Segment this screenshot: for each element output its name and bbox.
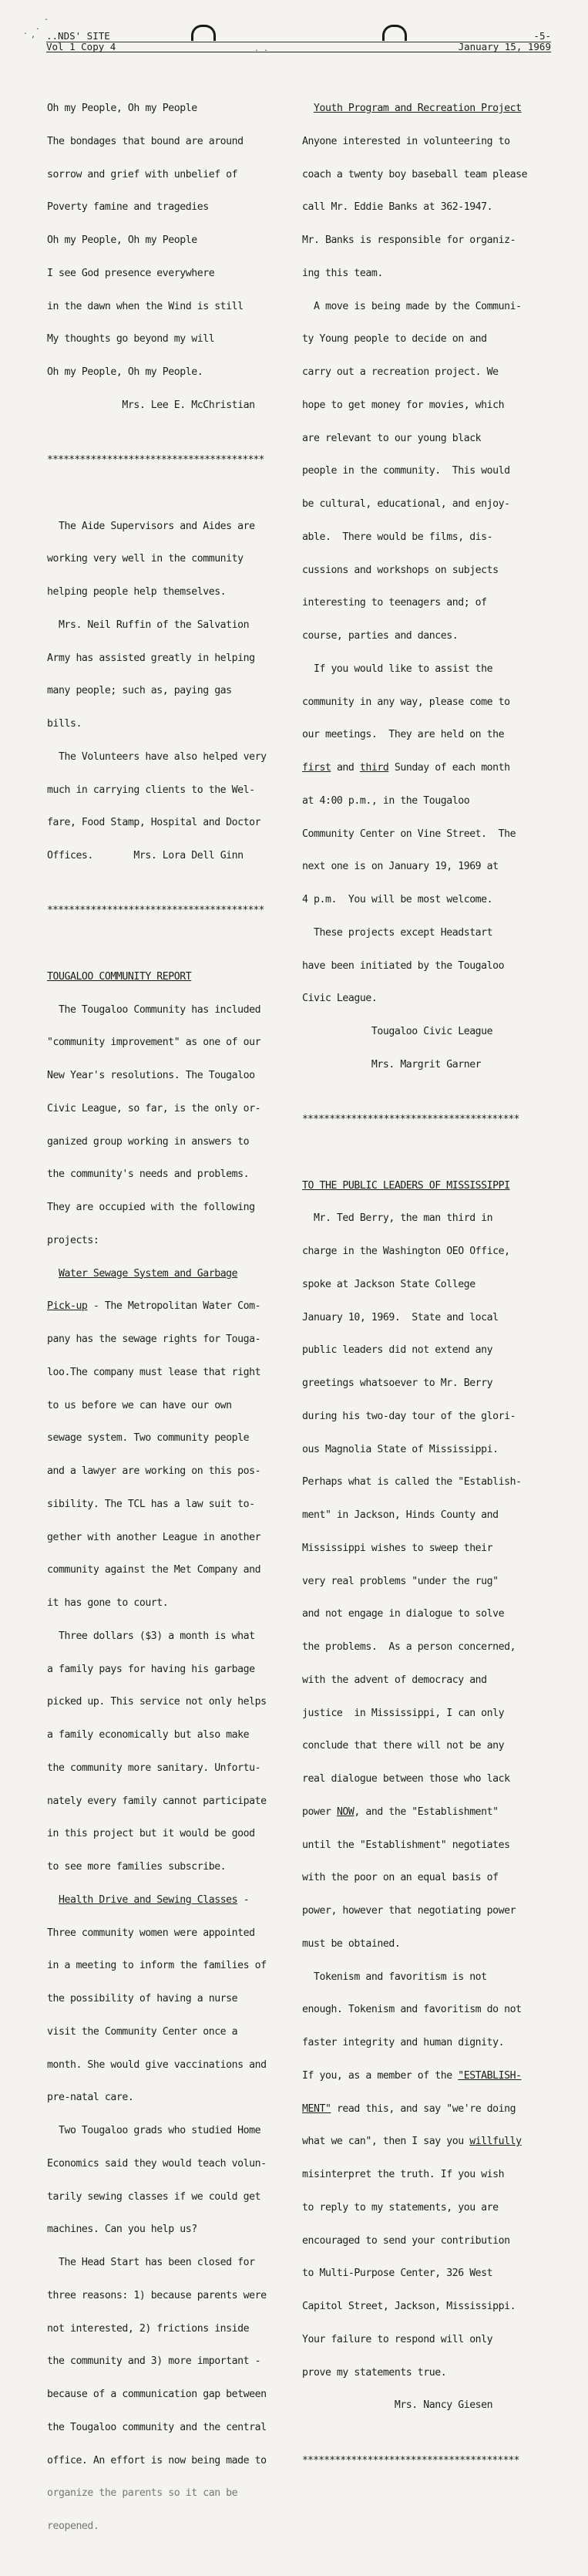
poem-line: Oh my People, Oh my People (47, 103, 197, 114)
text-line: loo.The company must lease that right (47, 1366, 261, 1378)
text-line: hope to get money for movies, which (302, 399, 505, 411)
text-line: coach a twenty boy baseball team please (302, 168, 528, 180)
text-line: much in carrying clients to the Wel- (47, 784, 255, 796)
text-line: pre-natal care. (47, 2092, 134, 2104)
text-segment: what we can", then I say you (302, 2136, 470, 2148)
text-line: The Volunteers have also helped very (47, 750, 267, 763)
text-line: call Mr. Eddie Banks at 362-1947. (302, 201, 493, 214)
text-segment: and (331, 762, 360, 774)
article-author: Mrs. Nancy Giesen (302, 2399, 493, 2412)
text-segment: read this, and say "we're doing (331, 2102, 516, 2115)
text-line: are relevant to our young black (302, 432, 482, 444)
poem-line: in the dawn when the Wind is still (47, 300, 244, 312)
text-line: very real problems "under the rug" (302, 1575, 499, 1587)
text-line: sewage system. Two community people (47, 1432, 250, 1445)
text-segment: If you, as a member of the (302, 2069, 459, 2082)
text-line: able. There would be films, dis- (302, 531, 493, 543)
separator-stars: **************************************** (302, 1114, 519, 1125)
text-line: projects: (47, 1234, 99, 1246)
text-line: They are occupied with the following (47, 1202, 255, 1213)
text-line: be cultural, educational, and enjoy- (302, 498, 510, 510)
text-line: Army has assisted greatly in helping (47, 652, 255, 664)
scan-speck: . (35, 23, 41, 32)
text-line: fare, Food Stamp, Hospital and Doctor (47, 817, 261, 829)
text-line: and a lawyer are working on this pos- (47, 1465, 261, 1477)
text-line: to us before we can have our own (47, 1399, 232, 1411)
volume-copy: Vol 1 Copy 4 (46, 41, 116, 52)
text-segment: - The Metropolitan Water Com- (87, 1300, 261, 1313)
scan-speck: , (31, 31, 36, 39)
scan-speck: - (44, 15, 49, 24)
text-line: real dialogue between those who lack (302, 1773, 510, 1785)
text-line: January 10, 1969. State and local (302, 1311, 499, 1323)
text-line: cussions and workshops on subjects (302, 564, 499, 576)
text-line: in a meeting to inform the families of (47, 1960, 267, 1972)
binder-hole-left-icon (191, 25, 216, 41)
site-name: ..NDS' SITE (46, 30, 110, 42)
text-line: to Multi-Purpose Center, 326 West (302, 2267, 493, 2280)
text-segment: Sunday of each month (388, 762, 510, 774)
text-line: must be obtained. (302, 1937, 401, 1950)
text-line: to reply to my statements, you are (302, 2201, 499, 2214)
text-line: Three community women were appointed (47, 1927, 255, 1939)
aides-article (47, 499, 301, 884)
text-line: have been initiated by the Tougaloo (302, 959, 505, 972)
text-line: Two Tougaloo grads who studied Home (47, 2125, 261, 2136)
text-line: and not engage in dialogue to solve (302, 1608, 505, 1620)
text-line: it has gone to court. (47, 1597, 169, 1609)
section-heading: Youth Program and Recreation Project (313, 103, 522, 114)
text-line: The Head Start has been closed for (47, 2257, 255, 2268)
text-line: working very well in the community (47, 553, 244, 565)
text-line: next one is on January 19, 1969 at (302, 861, 499, 873)
article-author: Tougaloo Civic League (302, 1026, 493, 1037)
text-line (302, 2071, 556, 2082)
left-column (47, 59, 301, 2576)
text-line (47, 1269, 301, 1280)
subheading-health-sewing: Health Drive and Sewing Classes (58, 1893, 238, 1906)
text-line: the community's needs and problems. (47, 1168, 250, 1181)
emphasis-ment: MENT" (302, 2102, 331, 2115)
text-line: New Year's resolutions. The Tougaloo (47, 1070, 255, 1081)
text-line: with the advent of democracy and (302, 1674, 487, 1686)
text-line: Economics said they would teach volun- (47, 2157, 267, 2170)
text-line: many people; such as, paying gas (47, 685, 232, 697)
poem-line: The bondages that bound are around (47, 135, 244, 147)
text-line: The Aide Supervisors and Aides are (47, 520, 255, 532)
issue-date: January 15, 1969 (458, 41, 551, 52)
text-line: enough. Tokenism and favoritism do not (302, 2004, 522, 2016)
public-leaders-article (302, 1158, 556, 2433)
text-line: gether with another League in another (47, 1531, 261, 1543)
text-line: people in the community. This would (302, 465, 510, 477)
text-line: Perhaps what is called the "Establish- (302, 1476, 522, 1489)
text-line: power, however that negotiating power (302, 1905, 516, 1917)
section-heading: TOUGALOO COMMUNITY REPORT (47, 970, 192, 983)
text-line: the community and 3) more important - (47, 2355, 261, 2368)
text-line: spoke at Jackson State College (302, 1278, 475, 1290)
poem-line: Oh my People, Oh my People. (47, 366, 203, 378)
emphasis-first: first (302, 762, 331, 774)
text-line: not interested, 2) frictions inside (47, 2322, 250, 2335)
text-line: community against the Met Company and (47, 1564, 261, 1576)
text-line (47, 1301, 301, 1312)
text-line: the possibility of having a nurse (47, 1993, 238, 2004)
text-line: The Tougaloo Community has included (47, 1003, 261, 1016)
text-line: Capitol Street, Jackson, Mississippi. (302, 2301, 516, 2312)
text-line: greetings whatsoever to Mr. Berry (302, 1377, 493, 1389)
text-line: interesting to teenagers and; of (302, 597, 487, 609)
text-line: our meetings. They are held on the (302, 729, 505, 741)
text-line: Mr. Ted Berry, the man third in (302, 1212, 493, 1225)
text-line: nately every family cannot participate (47, 1795, 267, 1807)
text-line: Tokenism and favoritism is not (302, 1971, 487, 1983)
text-line: helping people help themselves. (47, 586, 227, 598)
text-line: Mr. Banks is responsible for organiz- (302, 234, 516, 246)
text-line: pany has the sewage rights for Touga- (47, 1334, 261, 1345)
text-line: to see more families subscribe. (47, 1861, 227, 1873)
text-line: the Tougaloo community and the central (47, 2421, 267, 2433)
text-line-faded: reopened. (47, 2520, 99, 2532)
text-line: during his two-day tour of the glori- (302, 1410, 516, 1422)
emphasis-third: third (359, 762, 389, 774)
text-line: Mrs. Neil Ruffin of the Salvation (47, 619, 250, 631)
poem-line: My thoughts go beyond my will (47, 333, 215, 346)
text-line: ganized group working in answers to (47, 1135, 250, 1148)
text-line: month. She would give vaccinations and (47, 2058, 267, 2071)
text-line: carry out a recreation project. We (302, 366, 499, 378)
text-line: office. An effort is now being made to (47, 2454, 267, 2466)
text-line: because of a communication gap between (47, 2389, 267, 2400)
binder-hole-right-icon (382, 25, 407, 41)
text-line: the community more sanitary. Unfortu- (47, 1762, 261, 1774)
poem (47, 82, 301, 433)
text-line: charge in the Washington OEO Office, (302, 1246, 510, 1257)
text-line: at 4:00 p.m., in the Tougaloo (302, 794, 470, 807)
separator-stars: **************************************** (302, 2454, 519, 2466)
page-number: -5- (533, 30, 551, 42)
text-line: course, parties and dances. (302, 630, 459, 642)
text-line: tarily sewing classes if we could get (47, 2190, 261, 2203)
article-author: Mrs. Lora Dell Ginn (92, 850, 244, 861)
text-line: Mississippi wishes to sweep their (302, 1542, 493, 1554)
text-line (47, 1895, 301, 1906)
text-line: "community improvement" as one of our (47, 1037, 261, 1049)
article-author: Mrs. Margrit Garner (302, 1058, 482, 1071)
text-line: Community Center on Vine Street. The (302, 828, 516, 840)
text-line (302, 763, 556, 774)
text-line: a family economically but also make (47, 1729, 250, 1741)
text-line: Anyone interested in volunteering to (302, 135, 510, 147)
text-line: Three dollars ($3) a month is what (47, 1630, 255, 1642)
text-segment: power (302, 1806, 337, 1818)
text-line: ty Young people to decide on and (302, 333, 487, 346)
text-line: ment" in Jackson, Hinds County and (302, 1509, 499, 1521)
text-line: community in any way, please come to (302, 696, 510, 708)
text-line: visit the Community Center once a (47, 2025, 238, 2038)
text-line (302, 1807, 556, 1818)
community-report-article (47, 949, 301, 2554)
text-line: 4 p.m. You will be most welcome. (302, 894, 493, 905)
text-line: with the poor on an equal basis of (302, 1872, 499, 1884)
text-line: These projects except Headstart (302, 926, 493, 939)
text-line: three reasons: 1) because parents were (47, 2289, 267, 2301)
text-line (302, 2136, 556, 2147)
text-line: the problems. As a person concerned, (302, 1641, 516, 1653)
text-line: ous Magnolia State of Mississippi. (302, 1443, 499, 1455)
text-line: If you would like to assist the (302, 663, 493, 675)
text-line: sibility. The TCL has a law suit to- (47, 1498, 255, 1510)
separator-stars: **************************************** (47, 905, 264, 917)
poem-author: Mrs. Lee E. McChristian (47, 399, 255, 411)
poem-line: Poverty famine and tragedies (47, 201, 209, 214)
youth-program-article (302, 82, 556, 1093)
text-line: misinterpret the truth. If you wish (302, 2169, 505, 2180)
text-segment: Offices. (47, 850, 93, 861)
subheading-pickup: Pick-up (47, 1300, 88, 1313)
text-line: faster integrity and human dignity. (302, 2037, 505, 2048)
text-line: conclude that there will not be any (302, 1740, 505, 1752)
text-line: Civic League, so far, is the only or- (47, 1102, 261, 1114)
text-line: machines. Can you help us? (47, 2224, 197, 2236)
scan-speck: . . (254, 45, 269, 53)
poem-line: I see God presence everywhere (47, 267, 215, 279)
text-line: Your failure to respond will only (302, 2333, 493, 2345)
right-column (302, 59, 556, 2488)
poem-line: sorrow and grief with unbelief of (47, 168, 238, 180)
text-segment: - (237, 1893, 250, 1906)
text-line-faded: organize the parents so it can be (47, 2487, 238, 2500)
section-heading: TO THE PUBLIC LEADERS OF MISSISSIPPI (302, 1179, 510, 1192)
text-line: in this project but it would be good (47, 1828, 255, 1840)
text-line: public leaders did not extend any (302, 1344, 493, 1357)
text-line: encouraged to send your contribution (302, 2234, 510, 2247)
subheading-water-sewage: Water Sewage System and Garbage (58, 1267, 238, 1280)
text-line: justice in Mississippi, I can only (302, 1707, 505, 1719)
text-line: ing this team. (302, 267, 383, 279)
text-line (47, 851, 301, 861)
text-line: until the "Establishment" negotiates (302, 1839, 510, 1851)
text-line: Civic League. (302, 993, 378, 1005)
text-line: picked up. This service not only helps (47, 1696, 267, 1708)
emphasis-willfully: willfully (469, 2136, 522, 2148)
text-line (302, 103, 556, 114)
separator-stars: **************************************** (47, 454, 264, 466)
text-segment: , and the "Establishment" (354, 1806, 499, 1818)
poem-line: Oh my People, Oh my People (47, 234, 197, 246)
text-line: bills. (47, 718, 82, 730)
text-line (302, 2104, 556, 2115)
text-line: A move is being made by the Communi- (302, 300, 522, 312)
emphasis-establishment: "ESTABLISH- (458, 2069, 522, 2082)
text-line: prove my statements true. (302, 2366, 447, 2379)
emphasis-now: NOW (336, 1806, 354, 1818)
text-line: a family pays for having his garbage (47, 1663, 255, 1675)
scan-speck: . (23, 28, 29, 36)
